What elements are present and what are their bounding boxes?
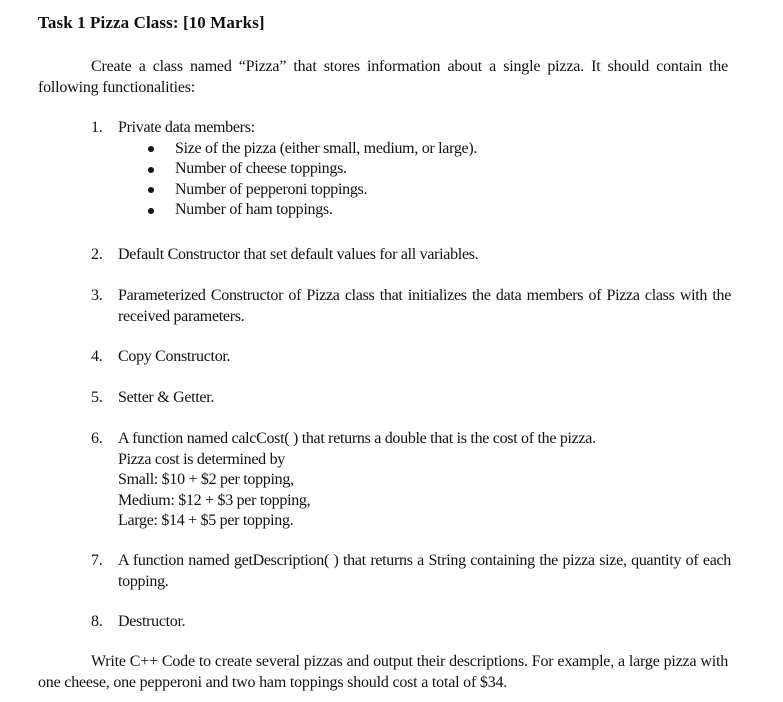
list-item-1 — [91, 118, 731, 221]
list-item-2 — [91, 245, 731, 266]
item-text: Setter & Getter. — [118, 389, 215, 406]
item-number: 1. — [91, 119, 103, 136]
bullet-icon — [148, 208, 154, 214]
data-members-list — [118, 139, 731, 221]
cost-rule-line: Pizza cost is determined by — [118, 450, 285, 468]
bullet-item: Number of ham toppings. — [118, 200, 731, 221]
item-text: Default Constructor that set default values for all variables. — [118, 246, 479, 263]
task-title: Task 1 Pizza Class: [10 Marks] — [38, 13, 265, 32]
item-number: 3. — [91, 287, 103, 304]
bullet-icon — [148, 146, 154, 152]
item-number: 2. — [91, 246, 103, 263]
item-number: 5. — [91, 389, 103, 406]
item-text: A function named calcCost( ) that returns a double that is the cost of the pizza. — [118, 430, 596, 447]
item-number: 8. — [91, 613, 103, 630]
bullet-icon — [148, 167, 154, 173]
item-text: Copy Constructor. — [118, 348, 231, 365]
bullet-item: Number of pepperoni toppings. — [118, 180, 731, 201]
list-item-6 — [91, 429, 731, 532]
item-text: Parameterized Constructor of Pizza class that initializes the data members of Pizza class with the received parameters. — [118, 287, 731, 325]
bullet-icon — [148, 187, 154, 193]
item-number: 7. — [91, 552, 103, 569]
cost-rule-line: Medium: $12 + $3 per topping, — [118, 491, 311, 509]
item-text: A function named getDescription( ) that returns a String containing the pizza size, quantity of each topping. — [118, 552, 731, 590]
item-text: Destructor. — [118, 613, 186, 630]
closing-paragraph: Write C++ Code to create several pizzas and output their descriptions. For example, a large pizza with one cheese, one pepperoni and two ham toppings should cost a total of $34. — [38, 653, 728, 691]
cost-rule-line: Small: $10 + $2 per topping, — [118, 471, 294, 488]
item-text: Private data members: — [118, 119, 255, 136]
bullet-item: Number of cheese toppings. — [118, 159, 731, 180]
bullet-item: Size of the pizza (either small, medium, or large). — [118, 139, 731, 160]
intro-paragraph: Create a class named “Pizza” that stores information about a single pizza. It should contain the following functionalities: — [38, 58, 728, 96]
item-number: 4. — [91, 348, 103, 365]
list-item-4 — [91, 347, 731, 368]
list-item-3 — [91, 286, 731, 327]
item-number: 6. — [91, 430, 103, 447]
list-item-8 — [91, 612, 731, 633]
cost-rule-line: Large: $14 + $5 per topping. — [118, 512, 294, 529]
list-item-7 — [91, 551, 731, 592]
list-item-5 — [91, 388, 731, 409]
